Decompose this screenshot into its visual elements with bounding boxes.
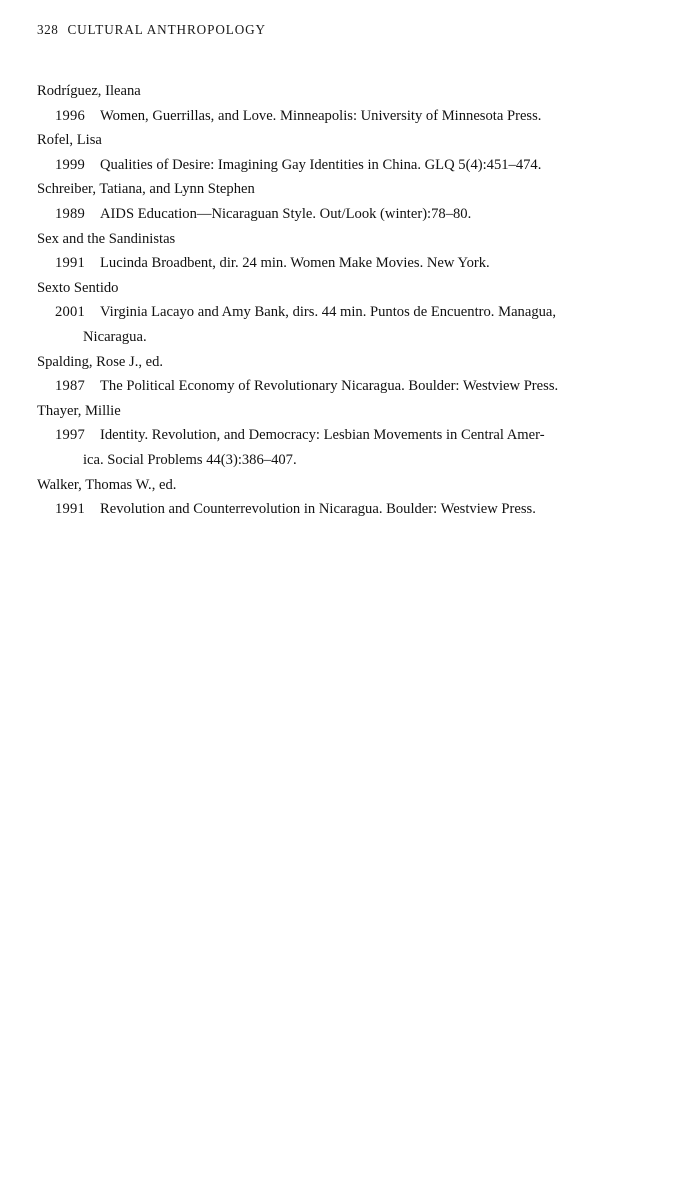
reference-text <box>100 497 659 522</box>
reference-citation-row <box>37 300 659 349</box>
reference-text <box>100 153 659 178</box>
reference-entry <box>37 227 659 276</box>
reference-text <box>83 423 659 472</box>
reference-entry <box>37 177 659 226</box>
reference-author: Sexto Sentido <box>37 279 119 296</box>
reference-citation-row <box>37 497 659 522</box>
reference-text <box>100 202 659 227</box>
reference-citation-row <box>37 104 659 129</box>
reference-text-continuation <box>73 325 659 350</box>
reference-text <box>100 104 659 129</box>
reference-text-line: Qualities of Desire: Imagining Gay Identities in China. GLQ 5(4):451–474. <box>100 156 542 173</box>
reference-entry <box>37 79 659 128</box>
reference-text-line: Lucinda Broadbent, dir. 24 min. Women Make Movies. New York. <box>100 255 490 272</box>
reference-text-line: The Political Economy of Revolutionary Nicaragua. Boulder: Westview Press. <box>100 378 559 395</box>
reference-year: 1991 <box>55 255 85 272</box>
reference-author: Rodríguez, Ileana <box>37 83 141 99</box>
running-head <box>37 22 266 38</box>
reference-entry <box>37 276 659 350</box>
reference-text <box>100 374 659 399</box>
page-number: 328 <box>37 22 59 37</box>
reference-text-line: Identity. Revolution, and Democracy: Lesbian Movements in Central Amer- <box>100 427 545 444</box>
reference-year: 1996 <box>55 107 85 124</box>
reference-text <box>100 251 659 276</box>
reference-year: 1991 <box>55 501 85 518</box>
running-head-title: CULTURAL ANTHROPOLOGY <box>67 22 266 37</box>
reference-text-line: Revolution and Counterrevolution in Nicaragua. Boulder: Westview Press. <box>100 501 536 518</box>
reference-year: 1989 <box>55 205 85 222</box>
reference-author: Schreiber, Tatiana, and Lynn Stephen <box>37 181 255 198</box>
reference-citation-row <box>37 202 659 227</box>
reference-author: Sex and the Sandinistas <box>37 230 176 247</box>
reference-entry <box>37 350 659 399</box>
reference-author: Thayer, Millie <box>37 402 121 419</box>
reference-author: Walker, Thomas W., ed. <box>37 476 177 493</box>
reference-citation-row <box>37 374 659 399</box>
reference-continuation-line: Nicaragua. <box>83 328 147 345</box>
reference-year: 1999 <box>55 156 85 173</box>
reference-continuation-line: ica. Social Problems 44(3):386–407. <box>83 451 297 468</box>
reference-entry <box>37 399 659 473</box>
reference-author: Spalding, Rose J., ed. <box>37 353 164 370</box>
reference-text <box>83 300 659 349</box>
reference-author: Rofel, Lisa <box>37 132 102 149</box>
reference-year: 1987 <box>55 378 85 395</box>
reference-citation-row <box>37 251 659 276</box>
reference-text-line: AIDS Education—Nicaraguan Style. Out/Look (winter):78–80. <box>100 205 472 222</box>
reference-year: 2001 <box>55 304 85 321</box>
reference-text-line: Women, Guerrillas, and Love. Minneapolis: University of Minnesota Press. <box>100 107 542 124</box>
reference-text-continuation <box>73 448 659 473</box>
reference-year: 1997 <box>55 427 85 444</box>
reference-list <box>37 79 659 522</box>
reference-citation-row <box>37 423 659 472</box>
reference-entry <box>37 128 659 177</box>
reference-text-line: Virginia Lacayo and Amy Bank, dirs. 44 min. Puntos de Encuentro. Managua, <box>100 304 557 321</box>
reference-citation-row <box>37 153 659 178</box>
reference-entry <box>37 473 659 522</box>
